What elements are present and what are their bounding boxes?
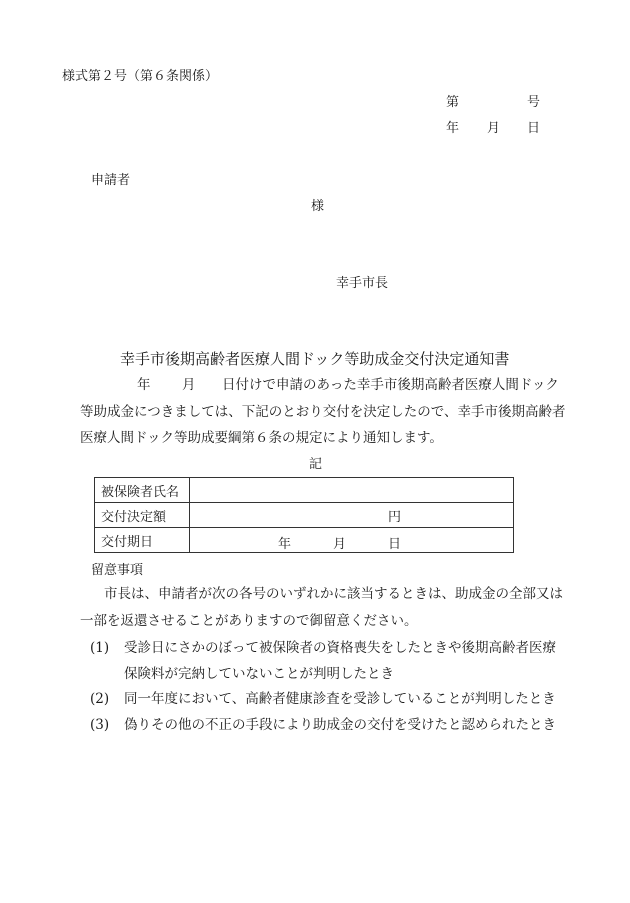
table-row	[95, 478, 514, 503]
intro-line2: 等助成金につきましては、下記のとおり交付を決定したので、幸手市後期高齢者	[80, 404, 566, 420]
insured-name-label: 被保険者氏名	[95, 478, 190, 503]
intro-line1: 日付けで申請のあった幸手市後期高齢者医療人間ドック	[222, 377, 559, 393]
notes-item-num: (2)	[90, 691, 110, 707]
document-title: 幸手市後期高齢者医療人間ドック等助成金交付決定通知書	[120, 350, 510, 368]
notes-item-num: (1)	[90, 640, 110, 656]
notes-heading: 留意事項	[91, 563, 144, 578]
grant-info-table	[94, 477, 514, 553]
notes-item-text: 受診日にさかのぼって被保険者の資格喪失をしたときや後期高齢者医療	[124, 640, 556, 656]
form-label: 様式第２号（第６条関係）	[62, 69, 219, 84]
doc-number-suffix: 号	[527, 95, 541, 110]
doc-date-year: 年	[446, 121, 460, 136]
grant-amount-value: 円	[190, 503, 514, 528]
notes-body-line1: 市長は、申請者が次の各号のいずれかに該当するときは、助成金の全部又は	[104, 586, 563, 602]
intro-year: 年	[137, 377, 151, 393]
ki-heading: 記	[309, 457, 323, 472]
table-row	[95, 503, 514, 528]
issuer: 幸手市長	[336, 276, 389, 291]
applicant-label: 申請者	[91, 173, 131, 188]
notes-item-text-cont: 保険料が完納していないことが判明したとき	[124, 666, 394, 682]
notes-item-num: (3)	[90, 717, 110, 733]
honorific: 様	[311, 199, 325, 214]
grant-date-year: 年	[278, 537, 292, 552]
doc-number-prefix: 第	[446, 95, 460, 110]
grant-date-label: 交付期日	[95, 528, 190, 553]
doc-date-month: 月	[487, 121, 501, 136]
notes-item-text: 偽りその他の不正の手段により助成金の交付を受けたと認められたとき	[124, 717, 556, 733]
table-row	[95, 528, 514, 553]
grant-amount-label: 交付決定額	[95, 503, 190, 528]
intro-month: 月	[182, 377, 196, 393]
grant-date-value	[190, 528, 514, 553]
notes-body-line2: 一部を返還させることがありますので御留意ください。	[80, 613, 418, 629]
insured-name-value	[190, 478, 514, 503]
intro-line3: 医療人間ドック等助成要綱第６条の規定により通知します。	[80, 430, 443, 446]
grant-date-day: 日	[388, 537, 402, 552]
grant-date-month: 月	[333, 537, 347, 552]
doc-date-day: 日	[527, 121, 541, 136]
notes-item-text: 同一年度において、高齢者健康診査を受診していることが判明したとき	[124, 691, 556, 707]
